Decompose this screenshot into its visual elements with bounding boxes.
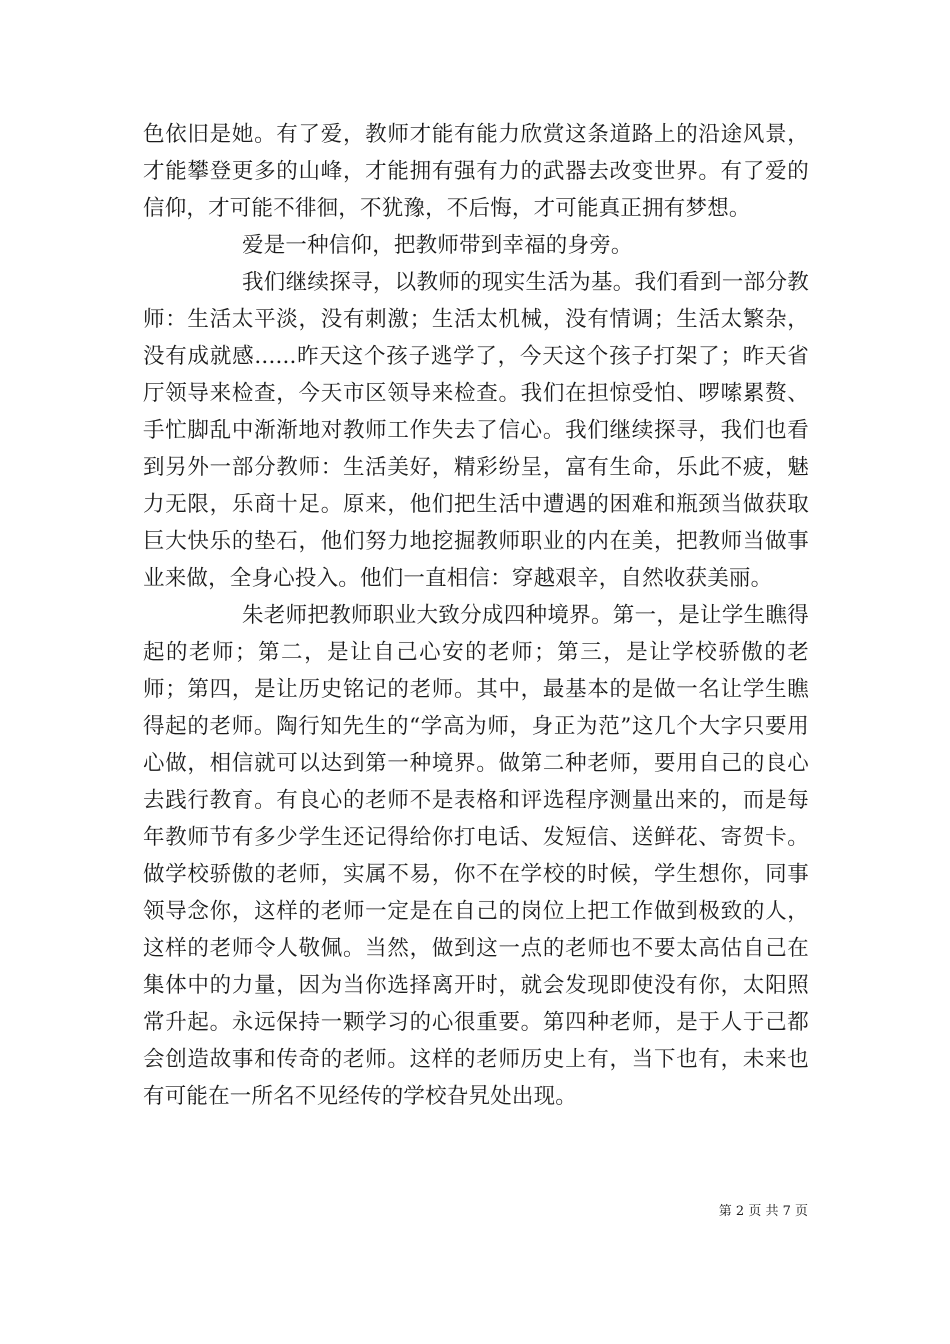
page-body <box>143 116 809 1115</box>
paragraph-four-realms: 朱老师把教师职业大致分成四种境界。第一，是让学生瞧得起的老师；第二，是让自己心安的老师；第三，是让学校骄傲的老师；第四，是让历史铭记的老师。其中，最基本的是做一名让学生瞧得起的老师。陶行知先生的“学高为师，身正为范”这几个大字只要用心做，相信就可以达到第一种境界。做第二种老师，要用自己的良心去践行教育。有良心的老师不是表格和评选程序测量出来的，而是每年教师节有多少学生还记得给你打电话、发短信、送鲜花、寄贺卡。做学校骄傲的老师，实属不易，你不在学校的时候，学生想你，同事领导念你，这样的老师一定是在自己的岗位上把工作做到极致的人，这样的老师令人敬佩。当然，做到这一点的老师也不要太高估自己在集体中的力量，因为当你选择离开时，就会发现即使没有你，太阳照常升起。永远保持一颗学习的心很重要。第四种老师，是于人于己都会创造故事和传奇的老师。这样的老师历史上有，当下也有，未来也有可能在一所名不见经传的学校旮旯处出现。 <box>143 603 809 1109</box>
paragraph-continued: 色依旧是她。有了爱，教师才能有能力欣赏这条道路上的沿途风景，才能攀登更多的山峰，才能拥有强有力的武器去改变世界。有了爱的信仰，才可能不徘徊，不犹豫，不后悔，才可能真正拥有梦想。 <box>143 122 809 221</box>
page-number-footer: 第 2 页 共 7 页 <box>718 1204 808 1219</box>
paragraph-love-belief: 爱是一种信仰，把教师带到幸福的身旁。 <box>242 233 633 258</box>
paragraph-teacher-life: 我们继续探寻，以教师的现实生活为基。我们看到一部分教师：生活太平淡，没有刺激；生活太机械，没有情调；生活太繁杂，没有成就感......昨天这个孩子逃学了，今天这个孩子打架了；昨天省厅领导来检查，今天市区领导来检查。我们在担惊受怕、啰嗦累赘、手忙脚乱中渐渐地对教师工作失去了信心。我们继续探寻，我们也看到另外一部分教师：生活美好，精彩纷呈，富有生命，乐此不疲，魅力无限，乐商十足。原来，他们把生活中遭遇的困难和瓶颈当做获取巨大快乐的垫石，他们努力地挖掘教师职业的内在美，把教师当做事业来做，全身心投入。他们一直相信：穿越艰辛，自然收获美丽。 <box>143 270 809 591</box>
